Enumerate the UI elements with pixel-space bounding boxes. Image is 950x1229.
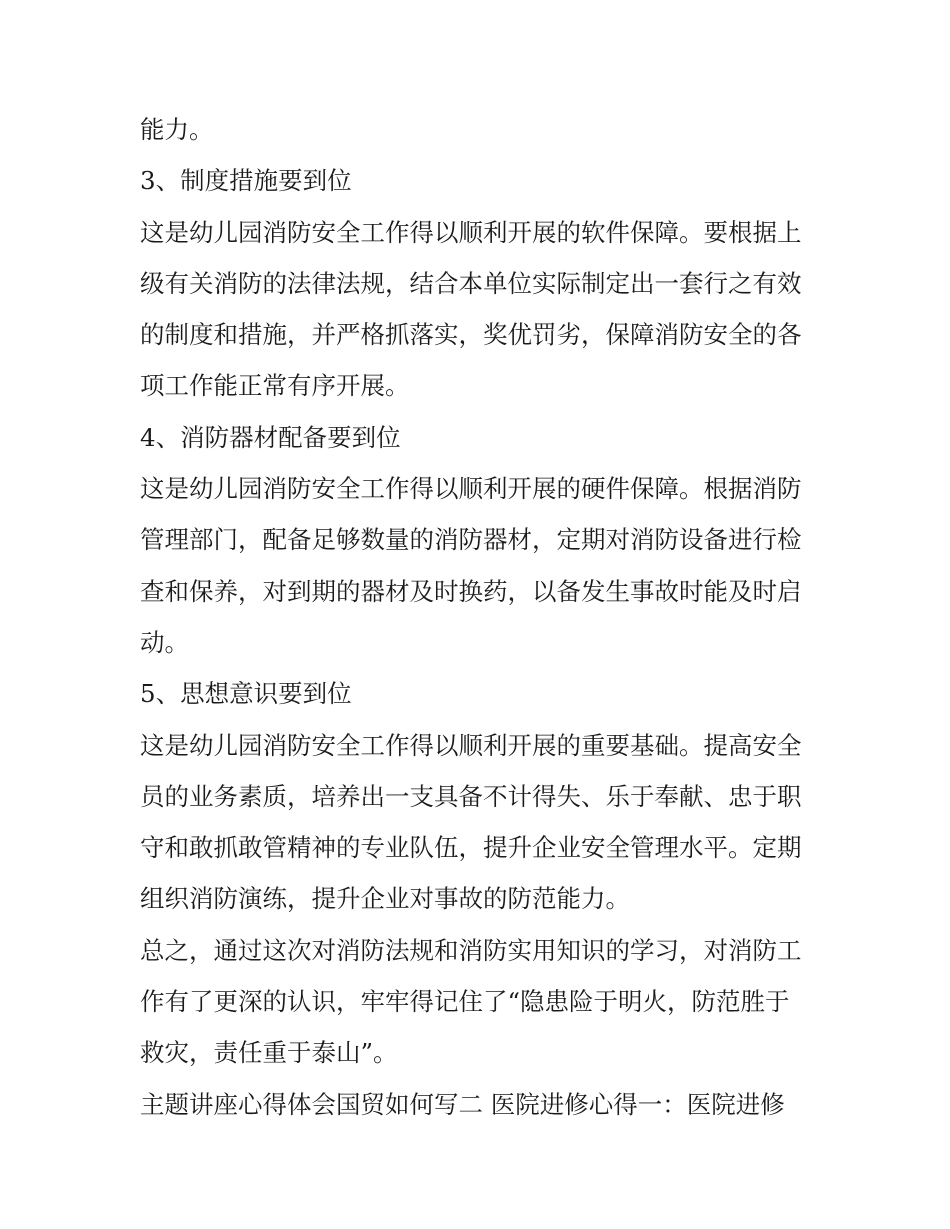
- text-line: 这是幼儿园消防安全工作得以顺利开展的重要基础。提高安全: [140, 730, 802, 760]
- text-line: 这是幼儿园消防安全工作得以顺利开展的软件保障。要根据上: [140, 217, 802, 247]
- text-line: 项工作能正常有序开展。: [140, 371, 410, 401]
- text-line: 查和保养，对到期的器材及时换药，以备发生事故时能及时启: [140, 576, 802, 606]
- text-line: 能力。: [140, 115, 214, 144]
- text-line: 这是幼儿园消防安全工作得以顺利开展的硬件保障。根据消防: [140, 474, 802, 504]
- text-line: 级有关消防的法律法规，结合本单位实际制定出一套行之有效: [140, 268, 802, 298]
- text-line: 作有了更深的认识，牢牢得记住了“隐患险于明火，防范胜于: [140, 987, 790, 1017]
- section-heading: 3、制度措施要到位: [140, 166, 352, 196]
- text-line: 主题讲座心得体会国贸如何写二 医院进修心得一：医院进修: [140, 1089, 785, 1119]
- section-heading: 4、消防器材配备要到位: [140, 422, 401, 452]
- text-line: 组织消防演练，提升企业对事故的防范能力。: [140, 884, 630, 914]
- text-line: 的制度和措施，并严格抓落实，奖优罚劣，保障消防安全的各: [140, 320, 802, 350]
- text-line: 救灾，责任重于泰山”。: [140, 1038, 398, 1068]
- text-line: 动。: [140, 627, 189, 657]
- text-line: 总之，通过这次对消防法规和消防实用知识的学习，对消防工: [140, 935, 802, 965]
- document-body: [140, 104, 820, 1130]
- text-line: 守和敢抓敢管精神的专业队伍，提升企业安全管理水平。定期: [140, 833, 802, 863]
- section-heading: 5、思想意识要到位: [140, 679, 352, 709]
- text-line: 员的业务素质，培养出一支具备不计得失、乐于奉献、忠于职: [140, 781, 802, 811]
- text-line: 管理部门，配备足够数量的消防器材，定期对消防设备进行检: [140, 525, 802, 555]
